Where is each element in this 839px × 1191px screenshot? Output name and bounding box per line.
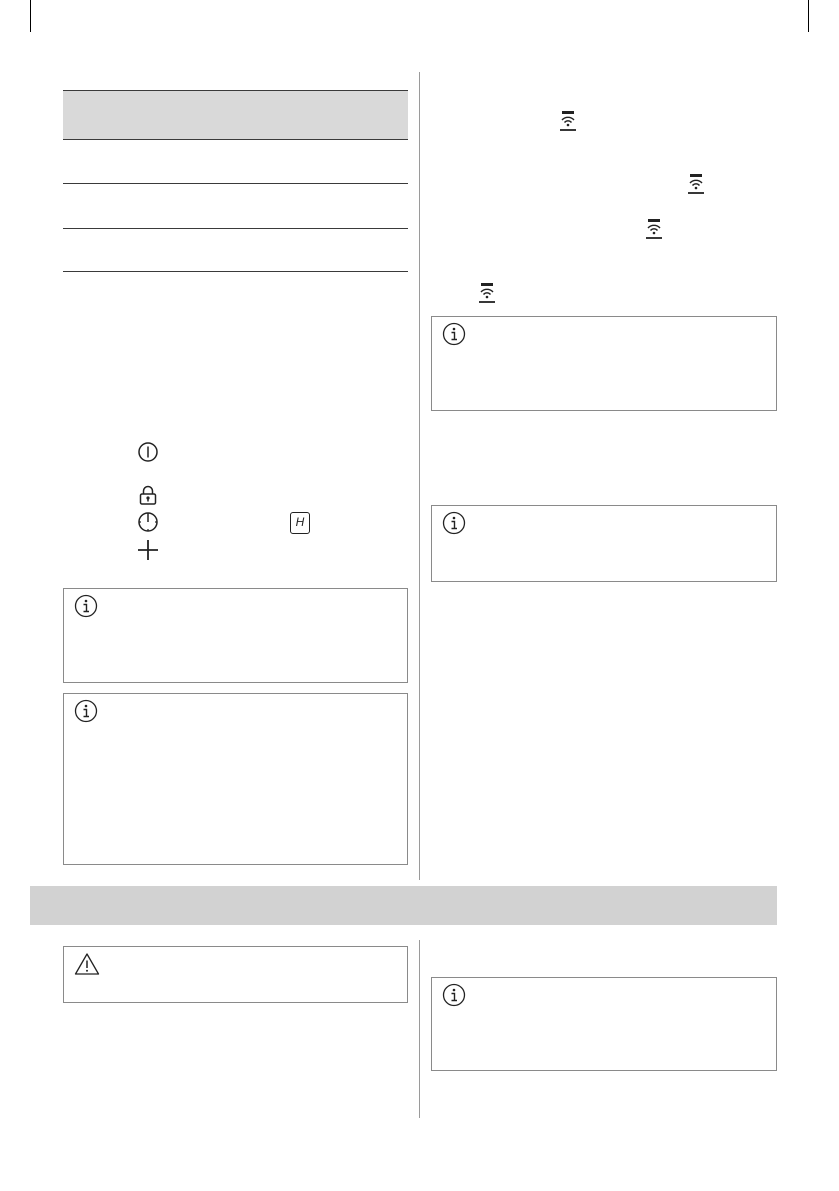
column-divider-top [419, 72, 420, 880]
info-note-5 [431, 977, 777, 1071]
table-header-bg [63, 90, 408, 139]
section-heading-band [30, 886, 777, 925]
warning-note [63, 946, 408, 1003]
table-rule-header [63, 139, 408, 140]
table-rule-row-3 [63, 271, 408, 272]
info-icon [74, 594, 98, 618]
warning-icon [74, 952, 100, 976]
info-note-2 [63, 693, 408, 865]
display-h-icon [290, 512, 310, 534]
timer-icon [137, 511, 159, 538]
table-rule-top [63, 90, 408, 91]
info-icon [442, 322, 466, 346]
info-icon [442, 511, 466, 535]
info-note-1 [63, 588, 408, 683]
info-note-3 [431, 316, 777, 411]
plus-icon [137, 539, 159, 566]
column-divider-bottom [419, 940, 420, 1118]
info-icon [442, 983, 466, 1007]
info-note-4 [431, 505, 777, 582]
display-h-label: H [295, 515, 305, 529]
hob-to-hood-icon [686, 173, 706, 200]
table-rule-row-2 [63, 228, 408, 229]
hob-to-hood-icon [558, 110, 578, 137]
hob-to-hood-icon [477, 282, 497, 309]
on-off-icon [137, 441, 159, 468]
crop-mark-right [808, 0, 809, 32]
hob-to-hood-icon [644, 218, 664, 245]
info-icon [74, 699, 98, 723]
crop-mark-left [30, 0, 31, 32]
table-rule-row-1 [63, 183, 408, 184]
lock-icon [139, 485, 157, 510]
